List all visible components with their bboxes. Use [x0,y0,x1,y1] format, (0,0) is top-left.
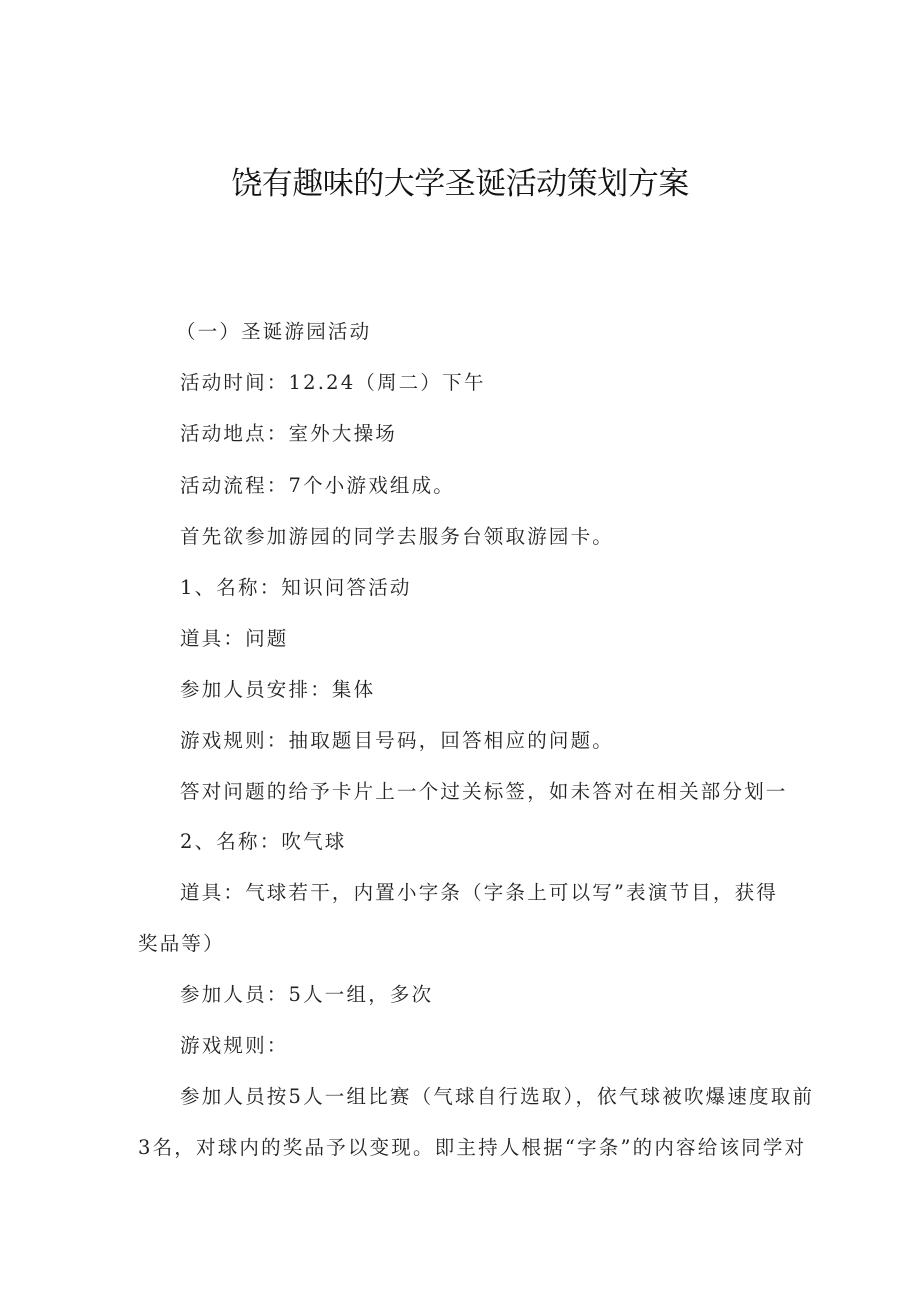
document-title: 饶有趣味的大学圣诞活动策划方案 [231,166,689,202]
paragraph: 首先欲参加游园的同学去服务台领取游园卡。 [180,525,615,548]
paragraph: 道具：问题 [180,627,289,650]
paragraph: 参加人员：5人一组，多次 [180,983,434,1006]
paragraph: 道具：气球若干，内置小字条（字条上可以写”表演节目，获得 [180,881,779,904]
list-item-heading: 2、名称：吹气球 [180,830,347,853]
paragraph: 游戏规则： [180,1034,289,1057]
paragraph-continuation: 奖品等） [138,932,225,955]
paragraph: 参加人员安排：集体 [180,678,376,701]
paragraph: 游戏规则：抽取题目号码，回答相应的问题。 [180,729,615,752]
paragraph: 活动地点：室外大操场 [180,422,398,445]
paragraph: 参加人员按5人一组比赛（气球自行选取），依气球被吹爆速度取前 [180,1085,815,1108]
list-item-heading: 1、名称：知识问答活动 [180,576,412,599]
paragraph: 活动时间：12.24（周二）下午 [180,371,486,394]
paragraph: 答对问题的给予卡片上一个过关标签，如未答对在相关部分划一 [180,780,788,803]
paragraph-continuation: 3名，对球内的奖品予以变现。即主持人根据“字条”的内容给该同学对 [138,1136,807,1159]
paragraph: 活动流程：7个小游戏组成。 [180,474,456,497]
section-heading: （一）圣诞游园活动 [176,320,372,343]
